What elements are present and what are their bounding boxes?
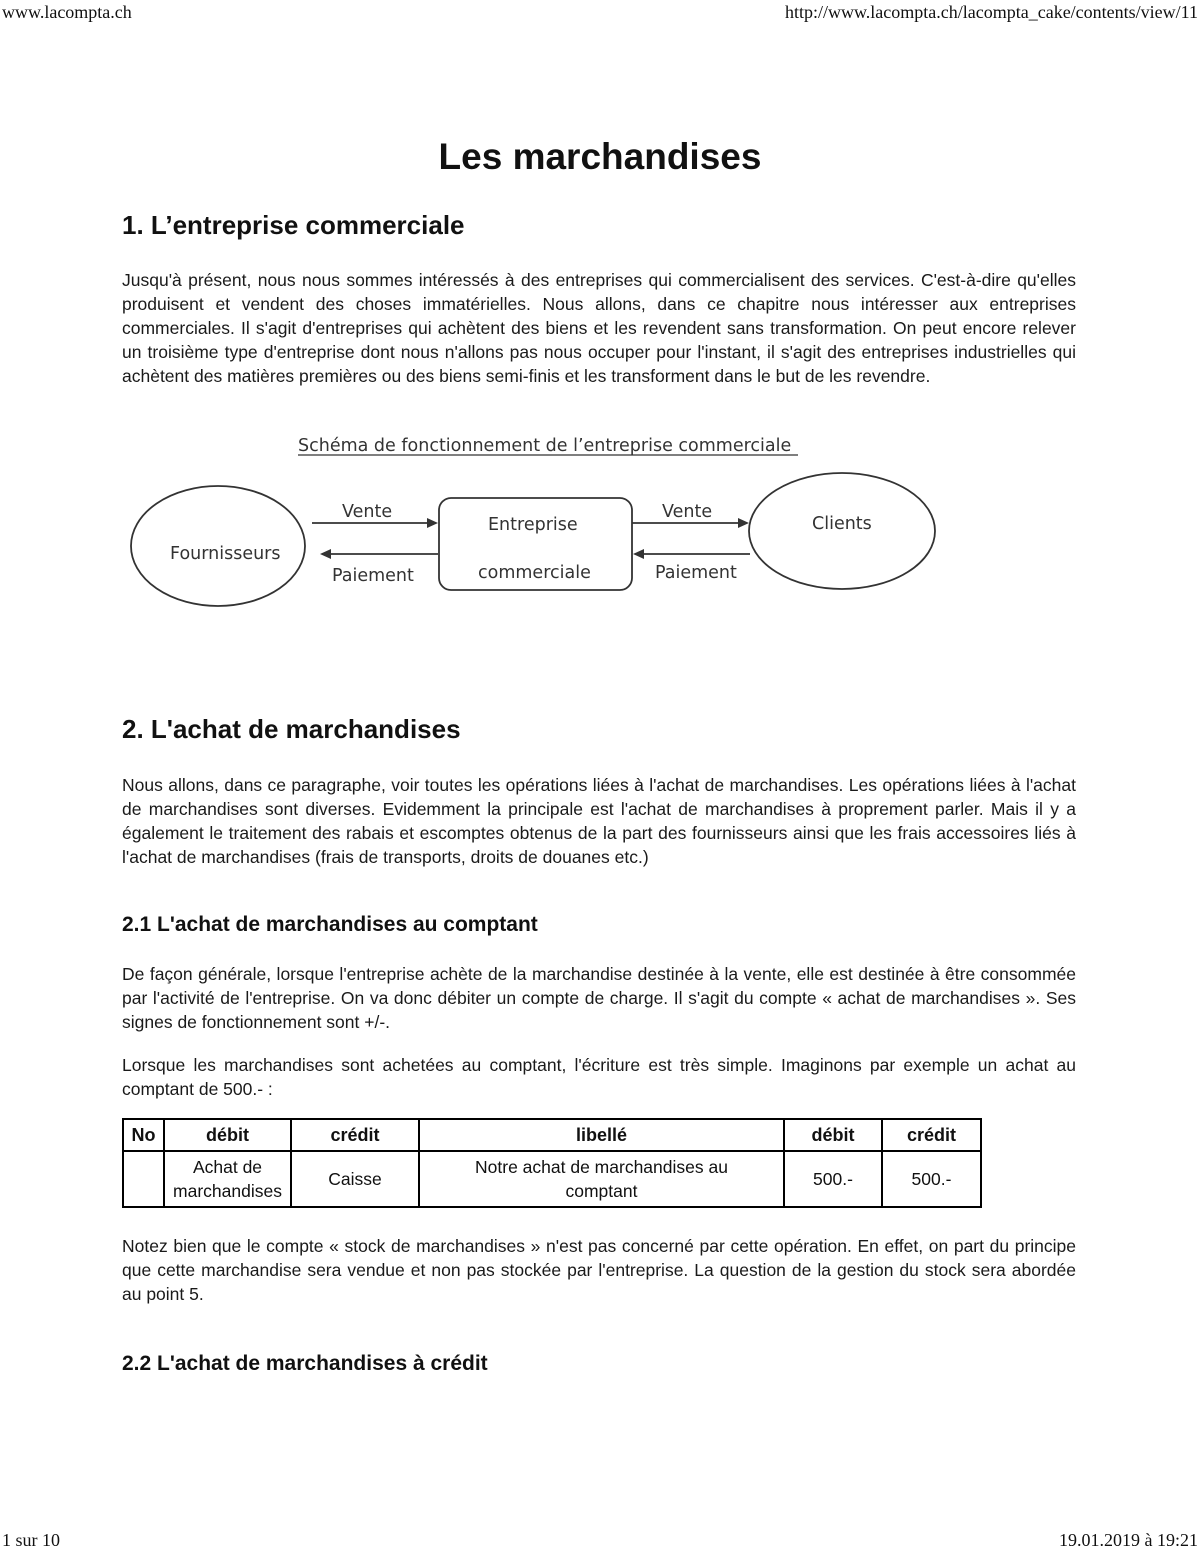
cell-credit-account: Caisse <box>291 1151 419 1207</box>
section-2-1-paragraph-3: Notez bien que le compte « stock de marchandises » n'est pas concerné par cette opération. En effet, on part du principe que cette marchandise sera vendue et non pas stockée par l'entreprise. La question de la gestion du stock sera abordée au point 5. <box>122 1236 1076 1304</box>
cell-debit-account: Achat de marchandises <box>164 1151 291 1207</box>
accounting-entry-table <box>122 1118 982 1208</box>
col-header-credit-amount: crédit <box>882 1119 981 1151</box>
section-2-2-heading: 2.2 L'achat de marchandises à crédit <box>122 1352 488 1375</box>
clients-label: Clients <box>812 514 872 534</box>
diagram-title: Schéma de fonctionnement de l’entreprise commerciale <box>298 436 792 456</box>
arrow-sale-right-label: Vente <box>662 502 713 522</box>
browser-footer-page-count: 1 sur 10 <box>2 1530 60 1550</box>
business-flow-diagram <box>122 430 952 615</box>
col-header-debit-amount: débit <box>784 1119 882 1151</box>
section-2-paragraph: Nous allons, dans ce paragraphe, voir toutes les opérations liées à l'achat de marchandises. Les opérations liées à l'achat de marchandises sont diverses. Evidemment la principale est l'achat de marchandises à proprement parler. Mais il y a également le traitement des rabais et escomptes obtenus de la part des fournisseurs ainsi que les frais accessoires liés à l'achat de marchandises (frais de transports, droits de douanes etc.) <box>122 775 1076 867</box>
browser-header-url: http://www.lacompta.ch/lacompta_cake/contents/view/11 <box>784 2 1198 22</box>
section-2-heading: 2. L'achat de marchandises <box>122 714 461 744</box>
table-header-row <box>123 1119 981 1151</box>
col-header-credit-account: crédit <box>291 1119 419 1151</box>
arrow-sale-left-label: Vente <box>342 502 393 522</box>
section-1-heading: 1. L’entreprise commerciale <box>122 210 465 240</box>
arrow-payment-left-head <box>320 549 331 559</box>
cell-label: Notre achat de marchandises au comptant <box>419 1151 784 1207</box>
section-1-paragraph: Jusqu'à présent, nous nous sommes intéressés à des entreprises qui commercialisent des services. C'est-à-dire qu'elles produisent et vendent des choses immatérielles. Nous allons, dans ce chapitre nous intéresser aux entreprises commerciales. Il s'agit d'entreprises qui achètent des biens et les revendent sans transformation. On peut encore relever un troisième type d'entreprise dont nous n'allons pas nous occuper pour l'instant, il s'agit des entreprises industrielles qui achètent des matières premières ou des biens semi-finis et les transforment dans le but de les revendre. <box>122 270 1076 386</box>
arrow-payment-right-label: Paiement <box>655 563 737 583</box>
cell-credit-amount: 500.- <box>882 1151 981 1207</box>
col-header-label: libellé <box>419 1119 784 1151</box>
section-2-1-heading: 2.1 L'achat de marchandises au comptant <box>122 913 538 936</box>
cell-debit-amount: 500.- <box>784 1151 882 1207</box>
section-2-1-paragraph-2: Lorsque les marchandises sont achetées au comptant, l'écriture est très simple. Imaginons par exemple un achat au comptant de 500.- : <box>122 1055 1076 1099</box>
arrow-sale-right-head <box>738 518 749 528</box>
company-label-line2: commerciale <box>478 563 591 583</box>
section-2-1-paragraph-1: De façon générale, lorsque l'entreprise achète de la marchandise destinée à la vente, elle est destinée à être consommée par l'activité de l'entreprise. On va donc débiter un compte de charge. Il s'agit du compte « achat de marchandises ». Ses signes de fonctionnement sont +/-. <box>122 964 1076 1032</box>
page-title: Les marchandises <box>438 136 762 177</box>
suppliers-label: Fournisseurs <box>170 544 281 564</box>
company-label-line1: Entreprise <box>488 515 578 535</box>
arrow-sale-left-head <box>427 518 438 528</box>
cell-no <box>123 1151 164 1207</box>
table-row <box>123 1151 981 1207</box>
browser-header-site: www.lacompta.ch <box>2 2 132 22</box>
browser-footer-timestamp: 19.01.2019 à 19:21 <box>1059 1530 1198 1550</box>
arrow-payment-left-label: Paiement <box>332 566 414 586</box>
col-header-debit-account: débit <box>164 1119 291 1151</box>
arrow-payment-right-head <box>633 549 644 559</box>
col-header-no: No <box>123 1119 164 1151</box>
